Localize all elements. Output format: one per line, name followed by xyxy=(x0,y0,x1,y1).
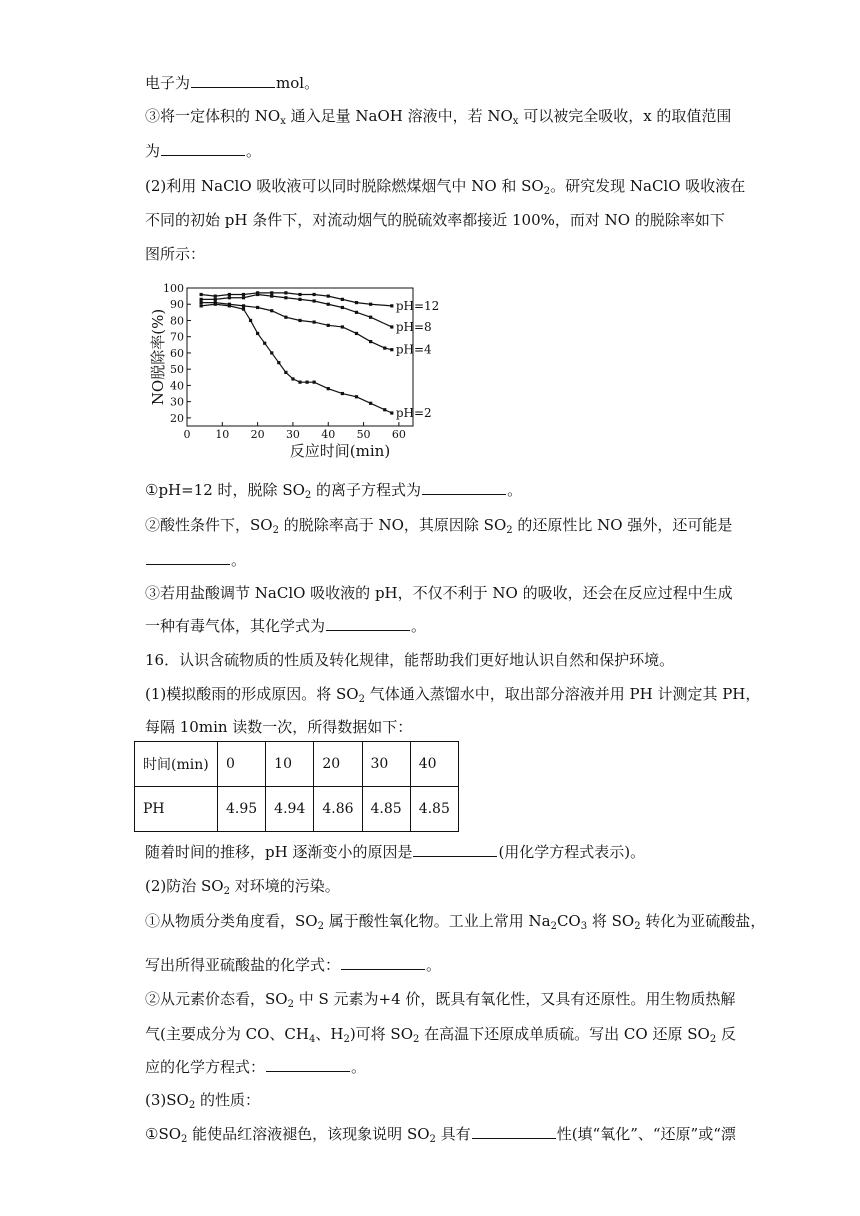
x-tick-label: 20 xyxy=(250,428,265,441)
text-line-3: 为 。 xyxy=(145,142,262,160)
y-tick-label: 80 xyxy=(170,314,184,328)
x-tick-label: 30 xyxy=(285,428,300,441)
data-point xyxy=(270,351,273,354)
data-point xyxy=(327,324,330,327)
data-point xyxy=(214,303,217,306)
data-point xyxy=(327,303,330,306)
data-point xyxy=(200,298,203,301)
data-point xyxy=(369,402,372,405)
table-cell: 时间(min) xyxy=(135,742,218,787)
plot-area xyxy=(149,282,439,460)
answer-blank[interactable] xyxy=(146,550,230,565)
x-tick-label: 50 xyxy=(356,428,371,441)
data-point xyxy=(242,296,245,299)
text-line-4: (2)利用 NaClO 吸收液可以同时脱除燃煤烟气中 NO 和 $SO_2$。研究发现 NaClO 吸收液在 xyxy=(145,177,746,197)
x-tick-label: 60 xyxy=(391,428,406,441)
data-point xyxy=(284,296,287,299)
data-point xyxy=(327,295,330,298)
series-line-pH=2 xyxy=(201,304,392,413)
series-label: pH=4 xyxy=(395,342,432,357)
text-line-14: 每隔 10min 读数一次，所得数据如下： xyxy=(145,718,413,736)
text-line-1: 电子为 mol。 xyxy=(145,74,320,92)
data-point xyxy=(327,387,330,390)
data-point xyxy=(313,299,316,302)
y-tick-label: 100 xyxy=(163,282,184,295)
data-point xyxy=(284,291,287,294)
answer-blank[interactable] xyxy=(413,842,497,857)
data-point xyxy=(390,411,393,414)
data-point xyxy=(228,296,231,299)
answer-blank[interactable] xyxy=(161,141,245,156)
answer-blank[interactable] xyxy=(191,73,275,88)
series-label: pH=2 xyxy=(395,406,432,421)
text-line-11: 一种有毒气体，其化学式为 。 xyxy=(145,617,427,635)
no-removal-chart xyxy=(145,278,440,460)
y-tick-label: 20 xyxy=(170,411,184,425)
y-tick-label: 70 xyxy=(170,330,184,344)
data-point xyxy=(249,319,252,322)
answer-blank[interactable] xyxy=(341,955,425,970)
text-line-6: 图所示： xyxy=(145,245,206,263)
table-row-ph xyxy=(135,787,459,832)
data-point xyxy=(355,395,358,398)
x-tick-label: 0 xyxy=(183,428,191,441)
data-point xyxy=(383,408,386,411)
answer-blank[interactable] xyxy=(472,1124,556,1139)
table-cell: 4.85 xyxy=(410,787,458,832)
data-point xyxy=(341,306,344,309)
table-cell: 20 xyxy=(314,742,362,787)
answer-blank[interactable] xyxy=(266,1057,350,1072)
text-line-2: ③将一定体积的 $NO_x$ 通入足量 NaOH 溶液中，若 $NO_x$ 可以被完全吸收，x 的取值范围 xyxy=(145,107,732,127)
table-cell: 4.94 xyxy=(266,787,314,832)
table-cell: 4.85 xyxy=(362,787,410,832)
data-point xyxy=(305,381,308,384)
x-axis-label: 反应时间(min) xyxy=(289,442,391,460)
text-line-15: 随着时间的推移，pH 逐渐变小的原因是 (用化学方程式表示)。 xyxy=(145,843,646,861)
data-point xyxy=(390,304,393,307)
answer-blank[interactable] xyxy=(422,480,506,495)
data-point xyxy=(270,309,273,312)
text-line-21: 应的化学方程式： 。 xyxy=(145,1058,367,1076)
data-point xyxy=(298,293,301,296)
data-point xyxy=(242,308,245,311)
data-point xyxy=(313,293,316,296)
data-point xyxy=(355,301,358,304)
data-point xyxy=(242,293,245,296)
table-cell: 40 xyxy=(410,742,458,787)
ph-data-table xyxy=(134,741,459,832)
data-point xyxy=(291,377,294,380)
data-point xyxy=(214,295,217,298)
text-line-20: 气(主要成分为 CO、$CH_4$、$H_2$)可将 $SO_2$ 在高温下还原成单质硫。写出 CO 还原 $SO_2$ 反 xyxy=(145,1025,736,1045)
table-cell: PH xyxy=(135,787,218,832)
table-cell: 4.86 xyxy=(314,787,362,832)
table-cell: 30 xyxy=(362,742,410,787)
data-point xyxy=(313,381,316,384)
text-line-22: $(3)SO_2$ 的性质： xyxy=(145,1091,260,1111)
data-point xyxy=(256,332,259,335)
data-point xyxy=(383,346,386,349)
data-point xyxy=(341,298,344,301)
text-line-17: ①从物质分类角度看，$SO_2$ 属于酸性氧化物。工业上常用 $Na_2CO_3$ 将 $SO_2$ 转化为亚硫酸盐， xyxy=(145,912,766,932)
data-point xyxy=(390,325,393,328)
data-point xyxy=(200,301,203,304)
text-line-8: ②酸性条件下，$SO_2$ 的脱除率高于 NO，其原因除 $SO_2$ 的还原性比 NO 强外，还可能是 xyxy=(145,516,733,536)
data-point xyxy=(270,291,273,294)
y-tick-label: 50 xyxy=(170,363,184,377)
text-line-18: 写出所得亚硫酸盐的化学式： 。 xyxy=(145,956,442,974)
x-tick-label: 10 xyxy=(215,428,230,441)
y-tick-label: 60 xyxy=(170,346,184,360)
data-point xyxy=(298,298,301,301)
text-line-19: ②从元素价态看，$SO_2$ 中 S 元素为+4 价，既具有氧化性，又具有还原性。用生物质热解 xyxy=(145,990,736,1010)
data-point xyxy=(369,316,372,319)
y-tick-label: 40 xyxy=(170,379,184,393)
table-cell: 10 xyxy=(266,742,314,787)
data-point xyxy=(200,304,203,307)
y-axis-label: NO脱除率(%) xyxy=(149,308,167,406)
data-point xyxy=(341,392,344,395)
data-point xyxy=(390,348,393,351)
data-point xyxy=(313,320,316,323)
data-point xyxy=(270,295,273,298)
data-point xyxy=(369,340,372,343)
text-line-7: ①pH=12 时，脱除 $SO_2$ 的离子方程式为 。 xyxy=(145,481,523,501)
text-line-9: 。 xyxy=(145,550,246,570)
plot-frame xyxy=(187,288,413,426)
text-line-23: $①SO_2$ 能使品红溶液褪色，该现象说明 $SO_2$ 具有 性(填“氧化”、“还原”或“漂 xyxy=(145,1125,736,1145)
data-point xyxy=(341,325,344,328)
data-point xyxy=(284,316,287,319)
text-line-13: (1)模拟酸雨的形成原因。将 $SO_2$ 气体通入蒸馏水中，取出部分溶液并用 PH 计测定其 PH， xyxy=(145,685,761,705)
series-line-pH=8 xyxy=(201,294,392,326)
data-point xyxy=(228,293,231,296)
data-point xyxy=(355,332,358,335)
table-row-time xyxy=(135,742,459,787)
data-point xyxy=(277,361,280,364)
data-point xyxy=(369,303,372,306)
data-point xyxy=(298,381,301,384)
data-point xyxy=(256,306,259,309)
y-tick-label: 30 xyxy=(170,395,184,409)
data-point xyxy=(298,319,301,322)
table-cell: 4.95 xyxy=(218,787,266,832)
text-line-16: (2)防治 $SO_2$ 对环境的污染。 xyxy=(145,877,340,897)
text-line-10: ③若用盐酸调节 NaClO 吸收液的 pH，不仅不利于 NO 的吸收，还会在反应过程中生成 xyxy=(145,584,733,602)
data-point xyxy=(200,293,203,296)
answer-blank[interactable] xyxy=(326,616,410,631)
data-point xyxy=(284,371,287,374)
data-point xyxy=(355,311,358,314)
data-point xyxy=(214,298,217,301)
series-label: pH=8 xyxy=(395,319,432,334)
series-line-pH=4 xyxy=(201,303,392,350)
data-point xyxy=(263,342,266,345)
y-tick-label: 90 xyxy=(170,298,184,312)
x-tick-label: 40 xyxy=(321,428,336,441)
text-line-5: 不同的初始 pH 条件下，对流动烟气的脱硫效率都接近 100%，而对 NO 的脱除率如下 xyxy=(145,211,725,229)
series-label: pH=12 xyxy=(395,298,440,313)
data-point xyxy=(242,304,245,307)
data-point xyxy=(228,304,231,307)
question-16-title: 16．认识含硫物质的性质及转化规律，能帮助我们更好地认识自然和保护环境。 xyxy=(145,651,675,669)
data-point xyxy=(256,293,259,296)
table-cell: 0 xyxy=(218,742,266,787)
